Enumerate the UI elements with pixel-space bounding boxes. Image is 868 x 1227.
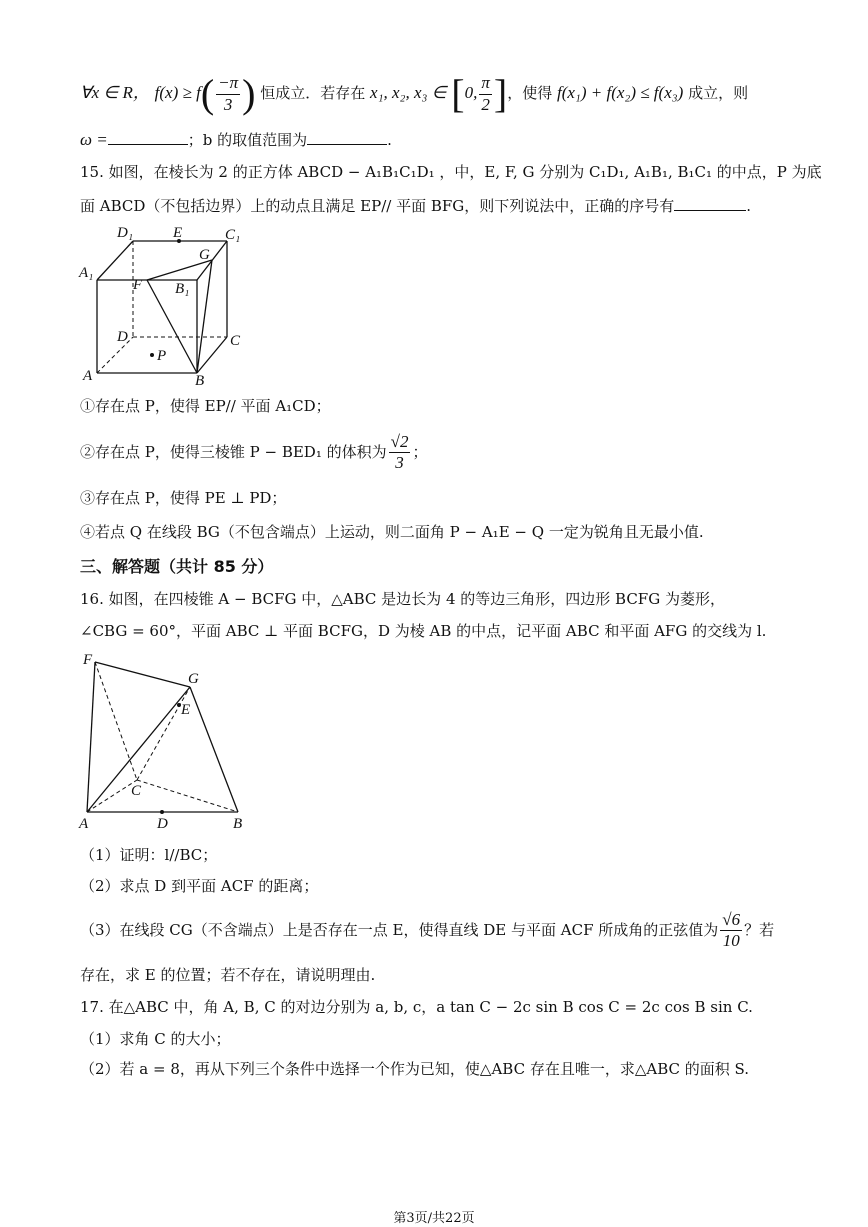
hidden-edge-cg <box>137 687 190 780</box>
vars-text: x₁, x₂, x₃ ∈ <box>370 83 447 102</box>
hidden-edge-fc <box>95 662 137 780</box>
pi-over-2: $\frac{\pi}{2}$ <box>481 73 490 114</box>
label-e: E <box>181 702 191 718</box>
period: . <box>387 131 392 149</box>
answer-blank-b[interactable] <box>307 130 387 145</box>
sqrt2-over-3: $\frac{√2}{3}$ <box>390 432 409 473</box>
label-b: B <box>195 373 205 389</box>
label-b1: B₁ <box>175 281 190 297</box>
label-a: A <box>83 368 93 384</box>
label-c: C <box>131 783 142 799</box>
hidden-edge-cb <box>137 780 238 812</box>
edge-fa <box>87 662 95 812</box>
edge-a1d1 <box>97 241 133 280</box>
hold-text: 恒成立．若存在 <box>260 84 366 102</box>
label-f: F <box>83 652 93 668</box>
q16-part3-cont: 存在，求 E 的位置；若不存在，请说明理由. <box>80 966 376 984</box>
make-text: ，使得 <box>507 84 553 102</box>
inequality-left: f(x) ≥ f <box>154 83 201 102</box>
b-range-label: ；b 的取值范围为 <box>187 131 308 149</box>
q16-part3-tail: ？若 <box>744 920 775 939</box>
q15-option-4: ④若点 Q 在线段 BG（不包含端点）上运动，则二面角 P − A₁E − Q 一定为锐角且无最小值. <box>80 523 704 541</box>
point-d <box>160 810 164 814</box>
label-c1: C₁ <box>225 227 241 243</box>
point-p <box>150 353 154 357</box>
label-d1: D₁ <box>117 225 134 241</box>
q14-condition-line: ∀x ∈ R， f(x) ≥ f( $\frac{-\pi}{3}$ ) 恒成立．若存在 x₁, x₂, x₃ ∈ [0, $\frac{\pi}{2}$ ]，使得 f(x₁) + f(x₂) ≤ f(x₃) 成立，则 <box>80 71 749 116</box>
q16-line2: ∠CBG = 60°，平面 ABC ⊥ 平面 BCFG，D 为棱 AB 的中点，记平面 ABC 和平面 AFG 的交线为 l. <box>80 622 767 640</box>
q17-part2: （2）若 a = 8，再从下列三个条件中选择一个作为已知，使△ABC 存在且唯一，求△ABC 的面积 S. <box>80 1060 750 1078</box>
tail-text: 成立，则 <box>688 84 749 102</box>
label-f: F <box>133 277 143 293</box>
condition-expr: f(x₁) + f(x₂) ≤ f(x₃) <box>557 83 684 102</box>
semicolon: ； <box>412 442 428 461</box>
q15-option-2 <box>80 432 427 474</box>
edge-fg <box>95 662 190 687</box>
label-d: D <box>117 329 128 345</box>
forall-text: ∀x ∈ R， <box>80 83 150 102</box>
answer-blank-omega[interactable] <box>108 130 188 145</box>
segment-fg <box>147 260 212 280</box>
q16-part2: （2）求点 D 到平面 ACF 的距离； <box>80 877 319 895</box>
label-e: E <box>173 225 183 241</box>
edge-gb <box>190 687 238 812</box>
label-g: G <box>199 247 210 263</box>
q15-option-2-text: ②存在点 P，使得三棱锥 P − BED₁ 的体积为 <box>80 442 387 461</box>
label-a1: A₁ <box>79 265 94 281</box>
q17-line1: 17. 在△ABC 中，角 A, B, C 的对边分别为 a, b, c，a tan C − 2c sin B cos C = 2c cos B sin C. <box>80 998 753 1016</box>
q15-option-3: ③存在点 P，使得 PE ⊥ PD； <box>80 489 287 507</box>
label-g: G <box>188 671 199 687</box>
pyramid-figure <box>75 650 265 830</box>
period: . <box>746 197 752 215</box>
q15-option-1: ①存在点 P，使得 EP// 平面 A₁CD； <box>80 397 331 415</box>
q16-part3-text: （3）在线段 CG（不含端点）上是否存在一点 E，使得直线 DE 与平面 ACF 所成角的正弦值为 <box>80 920 719 939</box>
segment-fb <box>147 280 197 373</box>
answer-blank-q15[interactable] <box>674 196 746 211</box>
label-d: D <box>157 816 168 830</box>
q16-part3 <box>80 910 774 952</box>
interval-start: 0, <box>464 83 478 102</box>
q16-part1: （1）证明：l//BC； <box>80 846 218 864</box>
q15-line2 <box>80 196 751 215</box>
q17-part1: （1）求角 C 的大小； <box>80 1030 231 1048</box>
q16-line1: 16. 如图，在四棱锥 A − BCFG 中，△ABC 是边长为 4 的等边三角形，四边形 BCFG 为菱形， <box>80 590 725 608</box>
q15-line1: 15. 如图，在棱长为 2 的正方体 ABCD − A₁B₁C₁D₁ ，中，E, F, G 分别为 C₁D₁, A₁B₁, B₁C₁ 的中点，P 为底 <box>80 163 822 181</box>
omega-label: ω = <box>80 130 108 149</box>
sqrt6-over-10: $\frac{√6}{10}$ <box>722 910 741 951</box>
label-b: B <box>233 816 243 830</box>
label-p: P <box>157 348 167 364</box>
q14-answer-line <box>80 130 392 150</box>
label-a: A <box>79 816 89 830</box>
section-heading: 三、解答题（共计 85 分） <box>80 557 274 576</box>
neg-pi-over-3: $\frac{-\pi}{3}$ <box>218 73 239 114</box>
q15-line2-text: 面 ABCD（不包括边界）上的动点且满足 EP// 平面 BFG，则下列说法中，正确的序号有 <box>80 197 675 215</box>
label-c: C <box>230 333 241 349</box>
page-number: 第3页/共22页 <box>393 1211 475 1226</box>
hidden-edge-ac <box>87 780 137 812</box>
cube-figure <box>75 225 255 395</box>
